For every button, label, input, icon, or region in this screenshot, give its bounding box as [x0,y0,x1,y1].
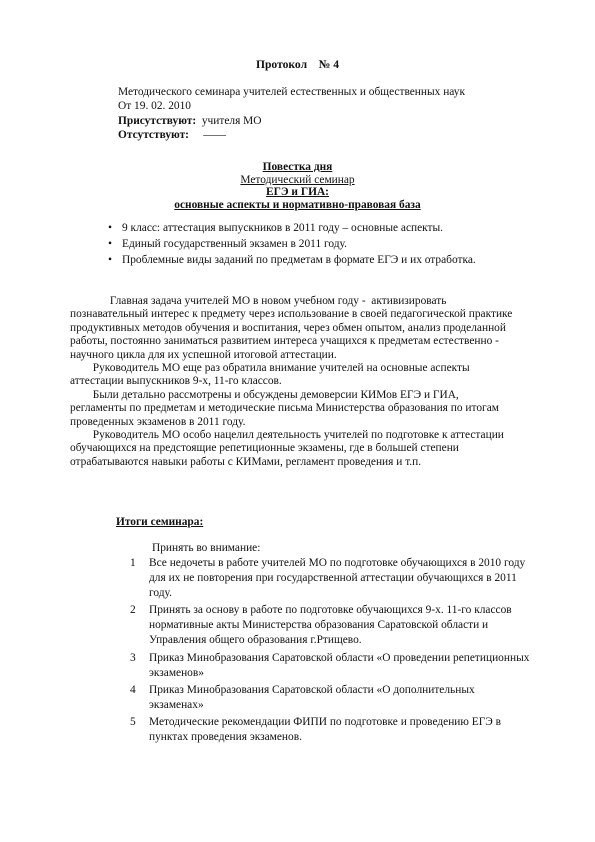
list-item: 2 Принять за основу в работе по подготовке обучающихся 9-х. 11-го классов нормативные акты Министерства образования Саратовской области и Управления общего образования г.Ртищево. [130,604,512,647]
agenda-heading-block [0,161,595,211]
absent-value: —— [188,128,227,141]
bullet-icon: • [108,253,112,266]
body-line: отрабатываются навыки работы с КИМами, регламент проведения и т.п. [70,455,422,468]
body-line: регламенты по предметам и методические письма Министерства образования по итогам [70,402,499,415]
body-line: обучающихся на предстоящие репетиционные экзамены, где в большей степени [70,442,459,455]
absent-label: Отсутствуют: [118,128,189,141]
item-number: 1 [130,557,136,569]
list-item: • 9 класс: аттестация выпускников в 2011 году – основные аспекты. [108,221,476,237]
list-item: • Проблемные виды заданий по предметам в формате ЕГЭ и их отработка. [108,253,476,269]
results-title: Итоги семинара: [116,516,204,528]
header-block [118,85,538,142]
agenda-bullet-list [108,221,476,268]
list-item: • Единый государственный экзамен в 2011 году. [108,237,476,253]
item-number: 2 [130,604,136,617]
item-number: 3 [130,651,136,664]
body-line: Главная задача учителей МО в новом учебном году - активизировать [70,295,447,307]
results-list [130,556,550,747]
body-line: Были детально рассмотрены и обсуждены демоверсии КИМов ЕГЭ и ГИА, [70,388,459,401]
body-line: проведенных экзаменов в 2011 году. [70,415,246,428]
item-number: 5 [130,715,136,728]
present-label: Присутствуют: [118,114,197,127]
agenda-subheading: Методический семинар [240,173,355,186]
body-line: работы, постоянно заниматься развитием интереса учащихся к предметам естественно - [70,335,499,348]
body-line: аттестации выпускников 9-х, 11-го классов. [70,375,282,388]
bullet-icon: • [108,237,112,250]
bullet-icon: • [108,222,112,234]
present-value: учителя МО [196,114,262,127]
accept-line: Принять во внимание: [152,542,261,554]
agenda-line3: ЕГЭ и ГИА: [266,186,329,198]
item-number: 4 [130,683,136,696]
absent-line [118,128,538,142]
body-line: познавательный интерес к предмету через использование в своей педагогической практике [70,308,513,321]
seminar-line: Методического семинара учителей естественных и общественных наук [118,86,466,98]
body-line: Руководитель МО еще раз обратила внимание учителей на основные аспекты [70,362,470,375]
body-line: Руководитель МО особо нацелил деятельность учителей по подготовке к аттестации [70,429,504,442]
list-item: 4 Приказ Минобразования Саратовской области «О дополнительных экзаменах» [130,683,475,711]
body-line: продуктивных методов обучения и воспитания, через обмен опытом, анализ проделанной [70,321,506,334]
agenda-heading: Повестка дня [262,161,333,173]
body-line: научного цикла для их успешной итоговой аттестации. [70,348,337,361]
present-line [118,114,538,128]
date-line: От 19. 02. 2010 [118,100,192,113]
list-item: 5 Методические рекомендации ФИПИ по подготовке и проведению ЕГЭ в пунктах проведения экзаменов. [130,715,502,744]
list-item: 3 Приказ Минобразования Саратовской области «О проведении репетиционных экзаменов» [130,651,530,679]
list-item: 1 Все недочеты в работе учителей МО по подготовке обучающихся в 2010 году для их не повторения при государственной аттестации обучающихся в 2011 году. [130,557,526,600]
document-title: Протокол № 4 [255,58,340,71]
body-paragraphs [70,295,540,469]
agenda-line4: основные аспекты и нормативно-правовая база [174,198,421,211]
